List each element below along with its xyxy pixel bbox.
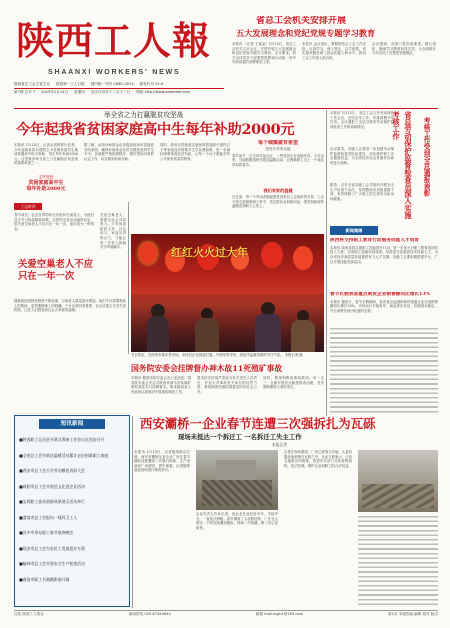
- photo-caption: 节日将至，在西安市某年货市场，市民们正在挑选灯笼、中国结等年货，到处洋溢着浓浓的节日气氛。 本报记者 摄: [131, 353, 303, 357]
- footer-right: 第1页 本版责编 编辑 校对 版式: [387, 612, 438, 616]
- info-website: 网址 http://www.sxworker.com: [136, 90, 191, 94]
- info-slogan: 陕西第一工人日报: [55, 82, 85, 86]
- column-body-1: 春节前后，社会各界纷纷走访慰问空巢老人，为他们送去节日的温暖和问候。这样的关爱活动值得肯定，但关爱空巢老人不应只在一年一次，而应成为一种常态。: [14, 213, 94, 231]
- footer-email: 邮箱 mail.sxgh1@163.com: [255, 612, 304, 616]
- council-article: [131, 364, 324, 414]
- bottom-byline: 本报记者: [272, 442, 288, 447]
- top-right-body-1: 本报讯 （记者 王某某）2月13日，省总工会机关召开会议，安排开展五大发展理念和党纪党规专题学习教育。会议要求，机关全体党员干部要把思想和行动统一到中央和省委的部署要求上来。: [232, 42, 296, 65]
- bottom-article: [134, 416, 438, 608]
- mid-feature-body-1: 春节前夕，在宝鸡市某社区，一些居民正在选购年货。今年以来，当地积极组织开展送温暖活动，让困难职工过上一个欢乐祥和的春节。: [232, 153, 324, 167]
- bottom-body-1: 本报讯 2月13日，记者接到群众反映，西安市灞桥区某企业厂房在春节期间连续遭到三次强行拆除，生产设备和厂房被毁，损失惨重。记者随即赶赴现场进行调查采访。: [134, 450, 190, 473]
- lead-side-box: [14, 175, 78, 201]
- news-item[interactable]: ■渭南市总工会慰问一线环卫工人: [19, 514, 78, 520]
- council-body-1: 本报讯 据国务院安委会办公室消息，国务院安委会决定对陕西省神木市某煤矿事故查处实行挂牌督办。要求陕西省人民政府认真组织开展事故调查工作。: [131, 376, 191, 394]
- brief-2-filler: [330, 328, 438, 414]
- top-right-article: [232, 16, 438, 104]
- lead-side-head-1: 贫困家庭高中生: [28, 179, 64, 186]
- council-headline: 国务院安委会挂牌督办神木故11死殖矿事故: [131, 364, 283, 373]
- lead-kicker: 举全省之力打赢脱贫攻坚战: [104, 111, 184, 119]
- tag-box: [330, 226, 378, 235]
- column-body-3: 关爱空巢老人，需要全社会共同努力。只有形成政府主导、社会参与、家庭尽责的合力，才能让每一位老人都能安享幸福晚年。: [100, 213, 126, 250]
- mid-feature-sub: 感受年货的乐趣: [265, 147, 291, 152]
- right-col-body-1: 本报讯 2月12日，省总工会召开劳动保护工作会议，总结去年工作，安排部署今年任务。会议通报了全总对我省劳动保护监督检查工作的表彰情况。: [330, 111, 394, 129]
- lead-side-head-2: 每年补助2000元: [26, 185, 66, 192]
- tag-box-label: 新闻集锦: [345, 228, 363, 233]
- new-year-market-photo: [131, 234, 324, 352]
- masthead-info-line1: [14, 82, 224, 86]
- bottom-subhead: 现场未抵达一个拆迁工 一名拆迁工失主工作: [178, 433, 302, 441]
- right-col-body-3: 据悉，去年全省各级工会共组织开展安全生产检查千余次，发现整改各类隐患数千项，有效保障了广大职工的生命安全和身体健康。: [330, 183, 394, 201]
- right-column-article: [330, 111, 438, 219]
- mid-feature-article: [232, 140, 324, 236]
- mid-feature-kicker: 每个城镇就有希望: [257, 140, 298, 146]
- info-post-code: 邮发代号 51-6: [139, 82, 164, 86]
- info-issue: 第7期 总号 7: [14, 90, 36, 94]
- bottom-headline: 西安灞桥一企业春节连遭三次强拆扎为瓦砾: [140, 416, 376, 431]
- lead-body-3: 同时，我省还将继续实施免除普通高中建档立卡等家庭经济困难学生学杂费政策，进一步减轻困难家庭经济负担，让每一个孩子都能享有公平而有质量的教育。: [160, 143, 230, 161]
- info-weekday: 星期四: [74, 90, 85, 94]
- brief-2: [330, 292, 438, 414]
- top-right-headline-2: 五大发展理念和党纪党规专题学习教育: [236, 28, 376, 38]
- right-col-vertical-sub: 考核工作受到全总通报表彰: [422, 117, 430, 197]
- news-item[interactable]: ■西安市总工会召开劳动模范表彰大会: [19, 468, 85, 473]
- news-item[interactable]: ■延安市总工会为农民工发放返乡车票: [19, 545, 85, 551]
- masthead-info-line2: [14, 90, 224, 94]
- news-item[interactable]: ■宝鸡职工技术创新成果展示活动举行: [19, 499, 85, 504]
- column-article: [14, 203, 126, 353]
- footer-left: 社址 陕西工人报社: [14, 612, 44, 616]
- info-lunar-date: 农历戊戌年十二月十二日: [90, 90, 131, 94]
- news-box-list: [19, 432, 125, 587]
- right-col-body-2: 会议要求，各级工会要进一步加强劳动保护监督检查员队伍建设，切实维护职工安全健康权益，为全省经济社会发展作出新的更大贡献。: [330, 147, 394, 165]
- top-right-body-3: 会议强调，各部门要高度重视，精心组织，确保学习教育取得实效，为全面做好今年各项工作提供坚强保证。: [372, 42, 436, 56]
- brief-2-headline: 春节长假我省重点商贸企业销售额同比增长13%: [330, 292, 431, 297]
- info-cn-number: 国内统一刊号 CN61-0015: [90, 82, 134, 86]
- masthead: [14, 18, 224, 103]
- info-date: 2019年2月14日: [41, 90, 69, 94]
- column-tag: 工运时评: [14, 203, 42, 210]
- lead-body-1: 本报讯 2月13日，记者从省教育厅获悉，今年起我省将对建档立卡贫困家庭学生就读普通高中给予资助，每生每年补助2000元。这是我省举全省之力打赢脱贫攻坚战的重要举措之一。: [14, 143, 78, 166]
- news-box-title: 短讯新闻: [39, 419, 105, 429]
- demolition-site-photo: [196, 450, 278, 510]
- news-item[interactable]: ■汉中市举办职工春节联欢晚会: [19, 530, 74, 535]
- photo-banner-text: 红红火火过大年: [171, 246, 248, 259]
- lead-headline: 今年起我省贫困家庭高中生每年补助2000元: [16, 121, 295, 138]
- photo-crowd: [131, 294, 324, 352]
- brief-1-body: 本报讯 陕西省将实施职工技能提升行动，进一步加大对职工教育培训的投入力度，完善职工技能培训体系，培养更多高素质技术技能人才，为全省经济高质量发展提供有力人才支撑。各级工会要积极搭建平台，广泛开展技能竞赛活动。: [330, 245, 438, 264]
- footer-hotline: 新闻热线 029-87344644: [128, 612, 171, 616]
- mid-feature-sub-2: 我们有家的温暖: [263, 187, 293, 193]
- council-body-2: 要求依法依规严肃追究有关责任人的责任，并加大对事故有关单位的处罚力度。事故调查处理结果要及时向社会公开。: [197, 376, 257, 394]
- brief-2-body: 本报讯 据统计，春节长假期间，我省重点监测的商贸流通企业实现销售额同比增长13%，市场运行平稳有序，商品供应充足，价格基本稳定，节日消费呈现出旺盛的态势。: [330, 299, 438, 314]
- column-body-2: 随着我国老龄化程度不断加深，空巢老人数量逐年增加。他们不仅需要物质上的帮助，更需要精神上的慰藉。子女应常回家看看，社区应建立长效关爱机制，让老人们感受到社会大家庭的温暖。: [14, 299, 126, 313]
- mid-feature-body-2: 在这里，每一个劳动者都能感受到来自工会组织的关怀。工会干部走进困难职工家中，送去慰问金和慰问品，把党和政府的温暖送到职工心坎上。: [232, 194, 324, 209]
- news-item[interactable]: ■咸阳市总工会开展送文化进企业活动: [19, 483, 85, 489]
- news-item[interactable]: ■全省总工会节前送温暖活动累计走访困难职工家庭: [19, 452, 109, 458]
- bottom-filler: [358, 516, 438, 606]
- lead-body-2: 据了解，此项补助资金由省级财政和市县财政共同承担，确保补助资金及时足额发放到学生手中。各地要严格按照程序，做好资助对象的认定工作，切实做到应助尽助。: [84, 143, 154, 161]
- news-box: [14, 415, 130, 607]
- news-item[interactable]: ■陕西职工运动会开幕式筹备工作会议在西安召开: [19, 437, 105, 442]
- top-right-headline-1: 省总工会机关安排开展: [256, 16, 347, 26]
- footer: [14, 612, 438, 620]
- news-item[interactable]: ■商洛市职工书画摄影展开幕: [19, 576, 70, 582]
- info-sponsor: 陕西省总工会主管主办: [14, 82, 50, 86]
- brief-1-headline: 陕西将支持职工教育行动服务技能人才培育: [330, 238, 420, 243]
- council-body-3: 同时，要深刻吸取事故教训，举一反三，全面开展安全隐患排查治理，坚决遏制重特大事故发生。: [263, 376, 324, 390]
- top-right-body-2: 本报讯 会议指出，要紧密结合工会工作实际，认真学习，深入领会，以学促做，切实提高服务职工群众的能力和水平，推动工会工作再上新台阶。: [302, 42, 366, 60]
- masthead-pinyin: SHAANXI WORKERS' NEWS: [48, 69, 181, 76]
- brief-1: [330, 238, 438, 290]
- factory-ruins-photo: [358, 450, 438, 512]
- lead-side-kicker: 文件链接: [38, 175, 54, 179]
- bottom-body-3: 记者在现场看到，厂房已被夷为平地，大量机器设备被埋在瓦砾之中。企业方面表示，已向当地派出所报案，希望有关部门尽快查明真相，依法处理，维护企业和职工的合法权益。: [284, 450, 352, 468]
- news-item[interactable]: ■榆林市总工会开展安全生产检查活动: [19, 561, 85, 566]
- bottom-body-2: 企业负责人告诉记者，该企业在此经营多年，手续齐全，一直依法纳税。春节期间工人放假回家，厂区无人值守，不料连续遭到强拆，现场一片狼藉，职工们心急如焚。: [196, 512, 278, 530]
- right-col-headline: 省总劳动保护监督检查员深入实施考核工作: [392, 111, 413, 219]
- masthead-title: 陕西工人報: [16, 18, 212, 63]
- column-headline: 关爱空巢老人不应只在一年一次: [18, 259, 94, 282]
